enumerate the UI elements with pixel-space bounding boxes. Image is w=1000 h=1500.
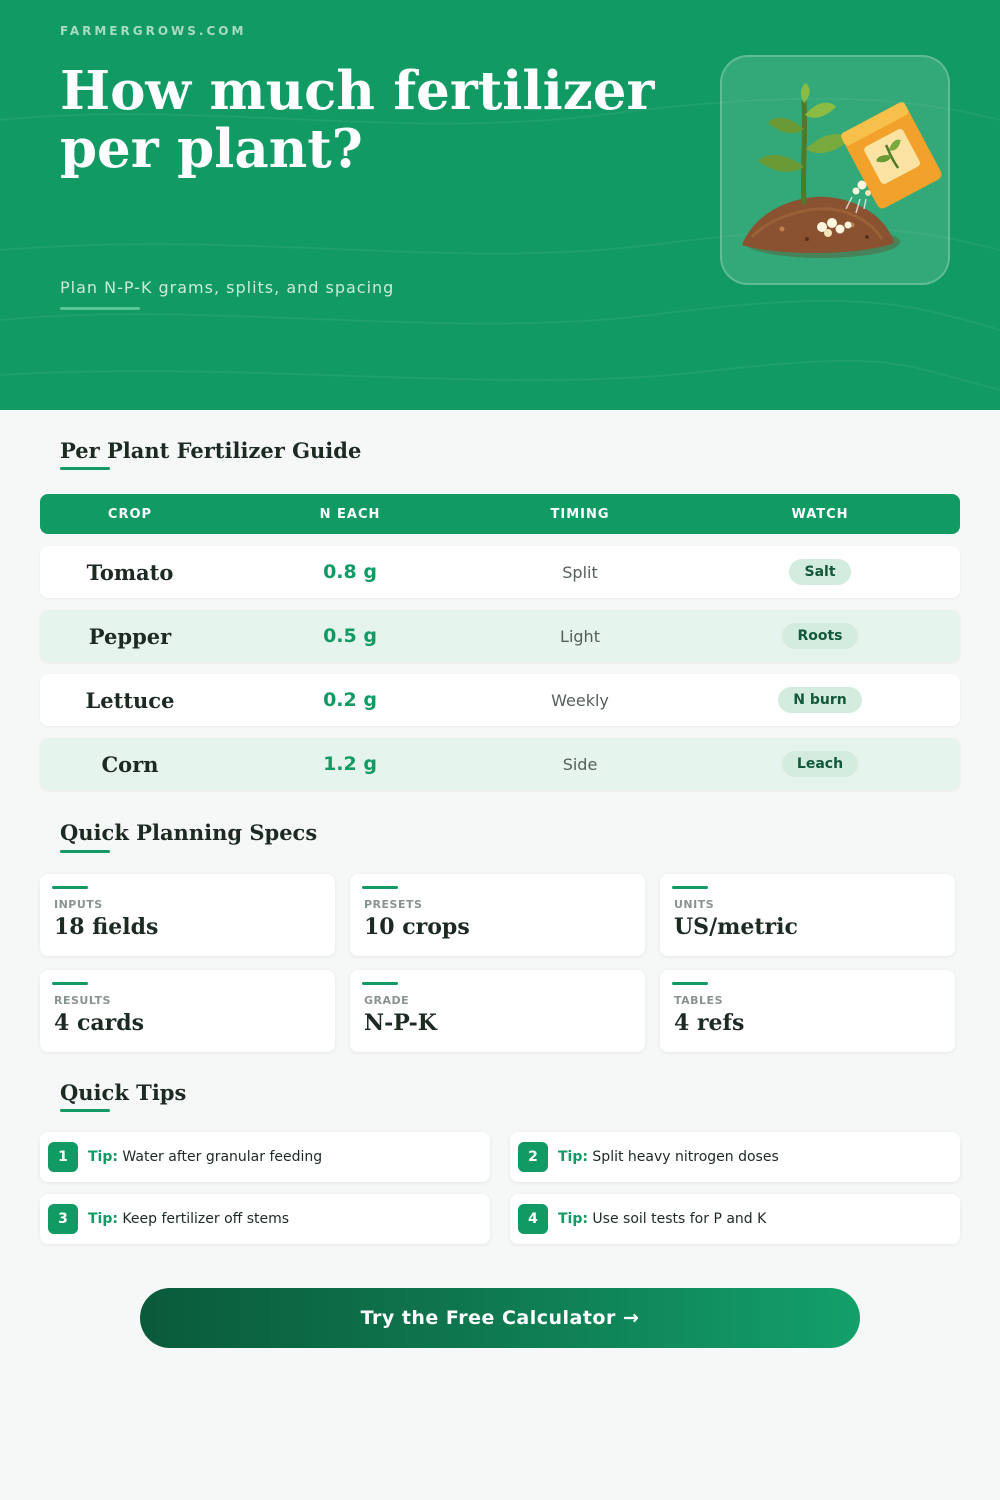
tip-body: Water after granular feeding (122, 1149, 323, 1165)
specs-title-underline (60, 850, 110, 853)
timing-value: Side (562, 754, 598, 774)
tip-body: Split heavy nitrogen doses (592, 1149, 779, 1165)
spec-accent-bar (672, 982, 708, 985)
tip-prefix: Tip: (558, 1211, 588, 1227)
spec-value: 10 crops (364, 914, 470, 940)
spec-label: RESULTS (54, 994, 111, 1007)
spec-value: US/metric (674, 914, 798, 940)
column-header-watch: WATCH (791, 506, 849, 522)
tip-text (558, 1211, 766, 1227)
guide-title-underline (60, 467, 110, 470)
tip-card (510, 1132, 960, 1182)
column-header-timing: TIMING (550, 506, 610, 522)
brand-name[interactable]: FARMERGROWS.COM (60, 24, 247, 38)
watch-badge: Salt (789, 559, 850, 585)
spec-accent-bar (52, 886, 88, 889)
spec-label: GRADE (364, 994, 410, 1007)
timing-value: Split (562, 562, 598, 582)
spec-label: TABLES (674, 994, 723, 1007)
tip-text (88, 1149, 322, 1165)
n-each-value: 0.5 g (323, 625, 377, 647)
tip-body: Use soil tests for P and K (592, 1211, 767, 1227)
tip-prefix: Tip: (558, 1149, 588, 1165)
tip-text (558, 1149, 779, 1165)
timing-value: Light (560, 626, 600, 646)
tip-number-badge: 3 (48, 1204, 78, 1234)
tip-number-badge: 2 (518, 1142, 548, 1172)
page-subtitle: Plan N-P-K grams, splits, and spacing (60, 278, 395, 297)
spec-label: PRESETS (364, 898, 423, 911)
table-row (40, 674, 960, 726)
spec-card-presets (350, 874, 645, 956)
spec-card-units (660, 874, 955, 956)
tip-card (510, 1194, 960, 1244)
spec-label: INPUTS (54, 898, 103, 911)
tip-text (88, 1211, 289, 1227)
watch-badge: Leach (782, 751, 858, 777)
crop-name: Corn (101, 751, 159, 777)
crop-name: Pepper (88, 623, 172, 649)
spec-card-results (40, 970, 335, 1052)
spec-accent-bar (672, 886, 708, 889)
spec-card-tables (660, 970, 955, 1052)
spec-card-inputs (40, 874, 335, 956)
spec-accent-bar (362, 982, 398, 985)
n-each-value: 0.2 g (323, 689, 377, 711)
n-each-value: 0.8 g (323, 561, 377, 583)
hero-illustration-card (720, 55, 950, 285)
tip-card (40, 1194, 490, 1244)
crop-name: Lettuce (85, 687, 175, 713)
column-header-n-each: N EACH (319, 506, 381, 522)
subtitle-underline (60, 307, 140, 310)
tips-title-underline (60, 1109, 110, 1112)
specs-section-title: Quick Planning Specs (60, 820, 318, 845)
table-row (40, 738, 960, 790)
spec-accent-bar (362, 886, 398, 889)
hero-banner (0, 0, 1000, 410)
guide-table-header (40, 494, 960, 534)
tip-card (40, 1132, 490, 1182)
crop-name: Tomato (86, 559, 174, 585)
tip-number-badge: 4 (518, 1204, 548, 1234)
tip-prefix: Tip: (88, 1211, 118, 1227)
spec-card-grade (350, 970, 645, 1052)
spec-value: N-P-K (364, 1010, 437, 1036)
spec-value: 18 fields (54, 914, 159, 940)
n-each-value: 1.2 g (323, 753, 377, 775)
free-calculator-button[interactable]: Try the Free Calculator → (140, 1288, 860, 1348)
plant-with-fertilizer-bag-icon (722, 57, 952, 287)
spec-value: 4 cards (54, 1010, 144, 1036)
tip-number-badge: 1 (48, 1142, 78, 1172)
page-title: How much fertilizer per plant? (60, 60, 655, 180)
spec-value: 4 refs (674, 1010, 745, 1036)
spec-accent-bar (52, 982, 88, 985)
timing-value: Weekly (551, 690, 609, 710)
column-header-crop: CROP (107, 506, 153, 522)
guide-section-title: Per Plant Fertilizer Guide (60, 438, 362, 463)
table-row (40, 546, 960, 598)
table-row (40, 610, 960, 662)
watch-badge: Roots (782, 623, 857, 649)
watch-badge: N burn (778, 687, 861, 713)
tip-prefix: Tip: (88, 1149, 118, 1165)
tips-section-title: Quick Tips (60, 1080, 187, 1105)
tip-body: Keep fertilizer off stems (122, 1211, 290, 1227)
spec-label: UNITS (674, 898, 715, 911)
